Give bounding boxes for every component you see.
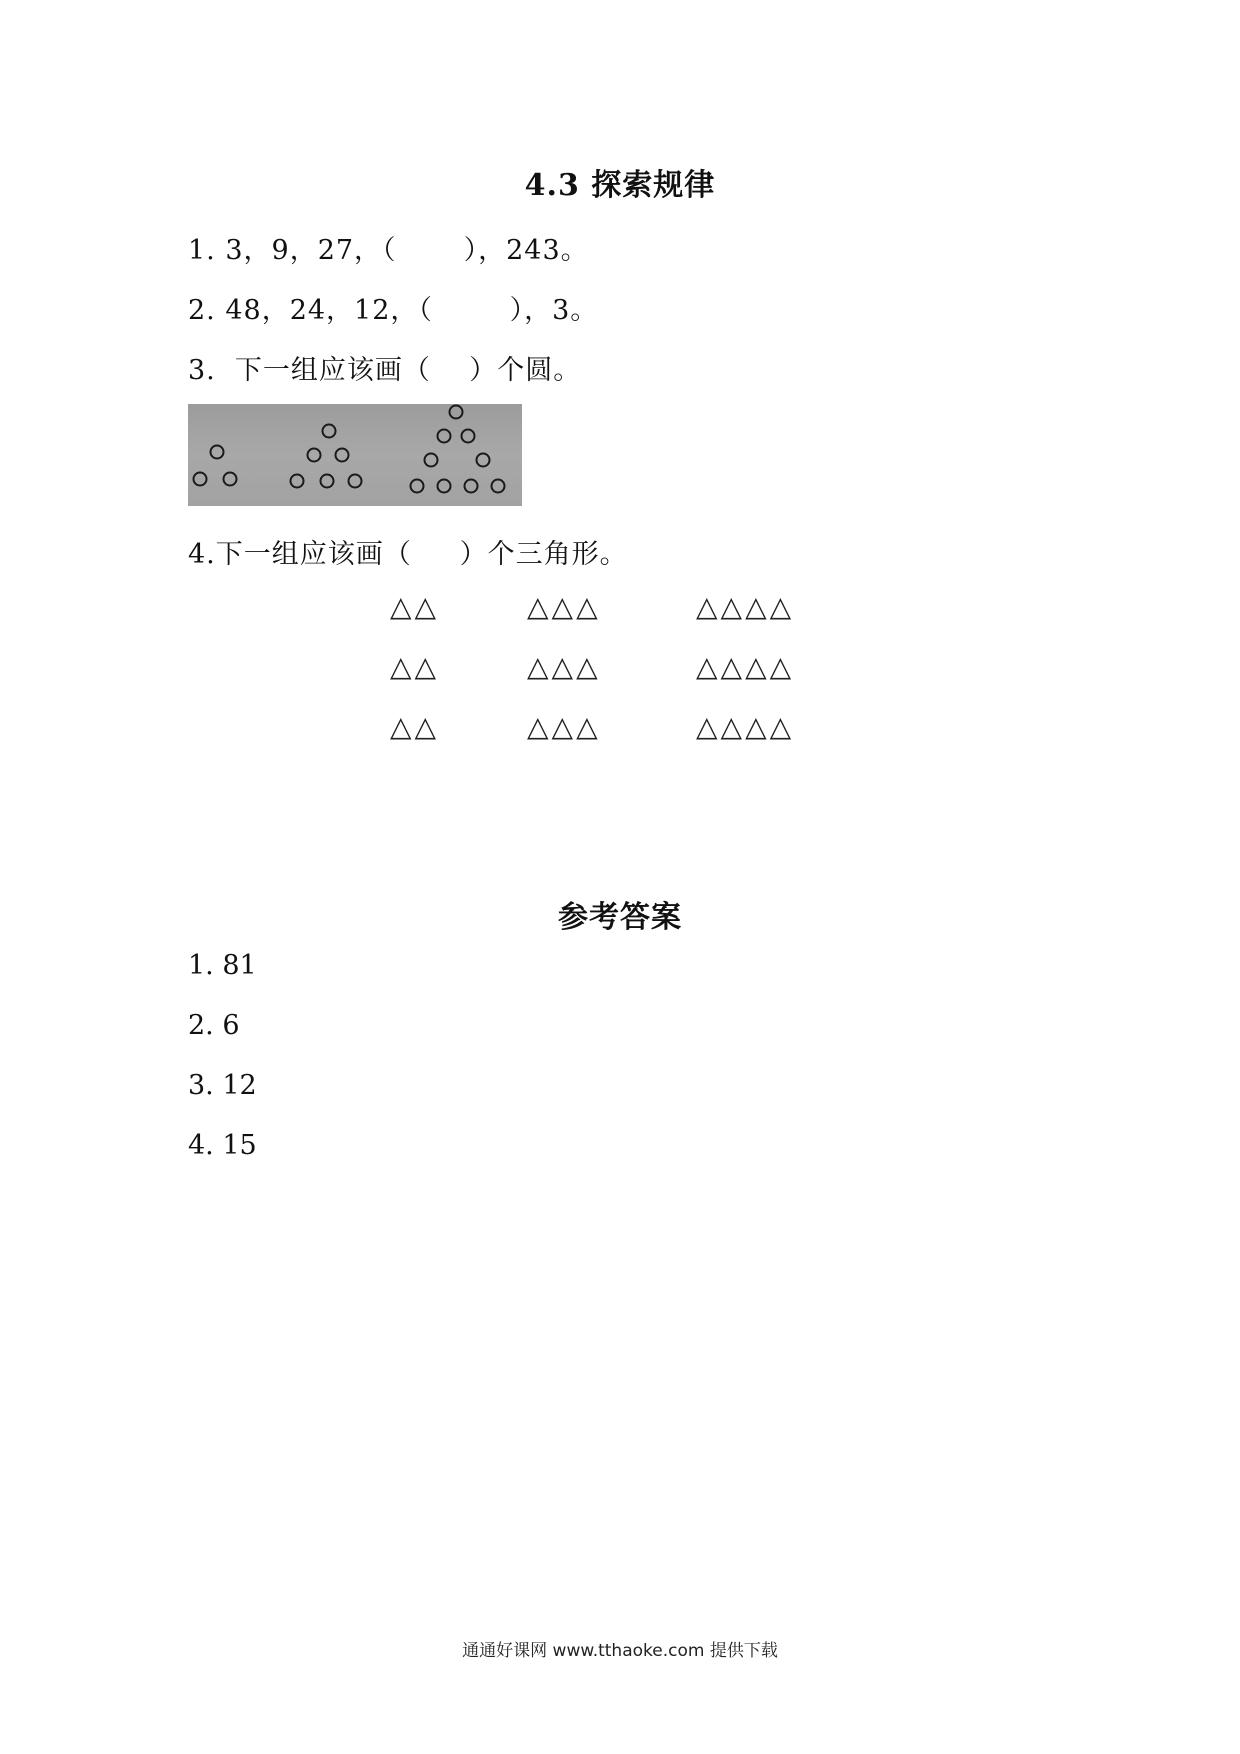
triangle-group-4: △△△△ (696, 650, 795, 683)
circle (194, 473, 207, 486)
circle (321, 475, 334, 488)
circle (211, 446, 224, 459)
answer-1: 1. 81 (188, 950, 257, 981)
answer-3: 3. 12 (188, 1070, 257, 1101)
circle (411, 480, 424, 493)
circle (323, 425, 336, 438)
question-4: 4.下一组应该画（ ）个三角形。 (188, 539, 628, 570)
answer-2: 2. 6 (188, 1010, 240, 1041)
circle (425, 454, 438, 467)
triangle-group-2: △△ (390, 710, 440, 743)
triangle-group-3: △△△ (527, 590, 601, 623)
circle (438, 480, 451, 493)
page-title: 4.3 探索规律 (524, 168, 716, 203)
triangle-group-4: △△△△ (696, 590, 795, 623)
answers-title: 参考答案 (558, 900, 682, 935)
footer-credit: 通通好课网 www.tthaoke.com 提供下载 (462, 1641, 778, 1661)
circle-pattern-svg (188, 404, 522, 506)
circle (450, 406, 463, 419)
circle (477, 454, 490, 467)
question-1: 1. 3，9，27，（ ），243。 (188, 235, 589, 266)
triangle-group-4: △△△△ (696, 710, 795, 743)
answer-4: 4. 15 (188, 1130, 257, 1161)
circle (291, 475, 304, 488)
circle (224, 473, 237, 486)
circle (492, 480, 505, 493)
question-3: 3. 下一组应该画（ ）个圆。 (188, 355, 582, 386)
circle (438, 430, 451, 443)
circle (308, 449, 321, 462)
question-2: 2. 48，24，12，（ ），3。 (188, 295, 599, 326)
triangle-group-2: △△ (390, 650, 440, 683)
circle (465, 480, 478, 493)
circle (349, 475, 362, 488)
circle-pattern-figure (188, 404, 522, 506)
triangle-group-3: △△△ (527, 650, 601, 683)
triangle-group-3: △△△ (527, 710, 601, 743)
circle (336, 449, 349, 462)
circle (462, 430, 475, 443)
triangle-group-2: △△ (390, 590, 440, 623)
